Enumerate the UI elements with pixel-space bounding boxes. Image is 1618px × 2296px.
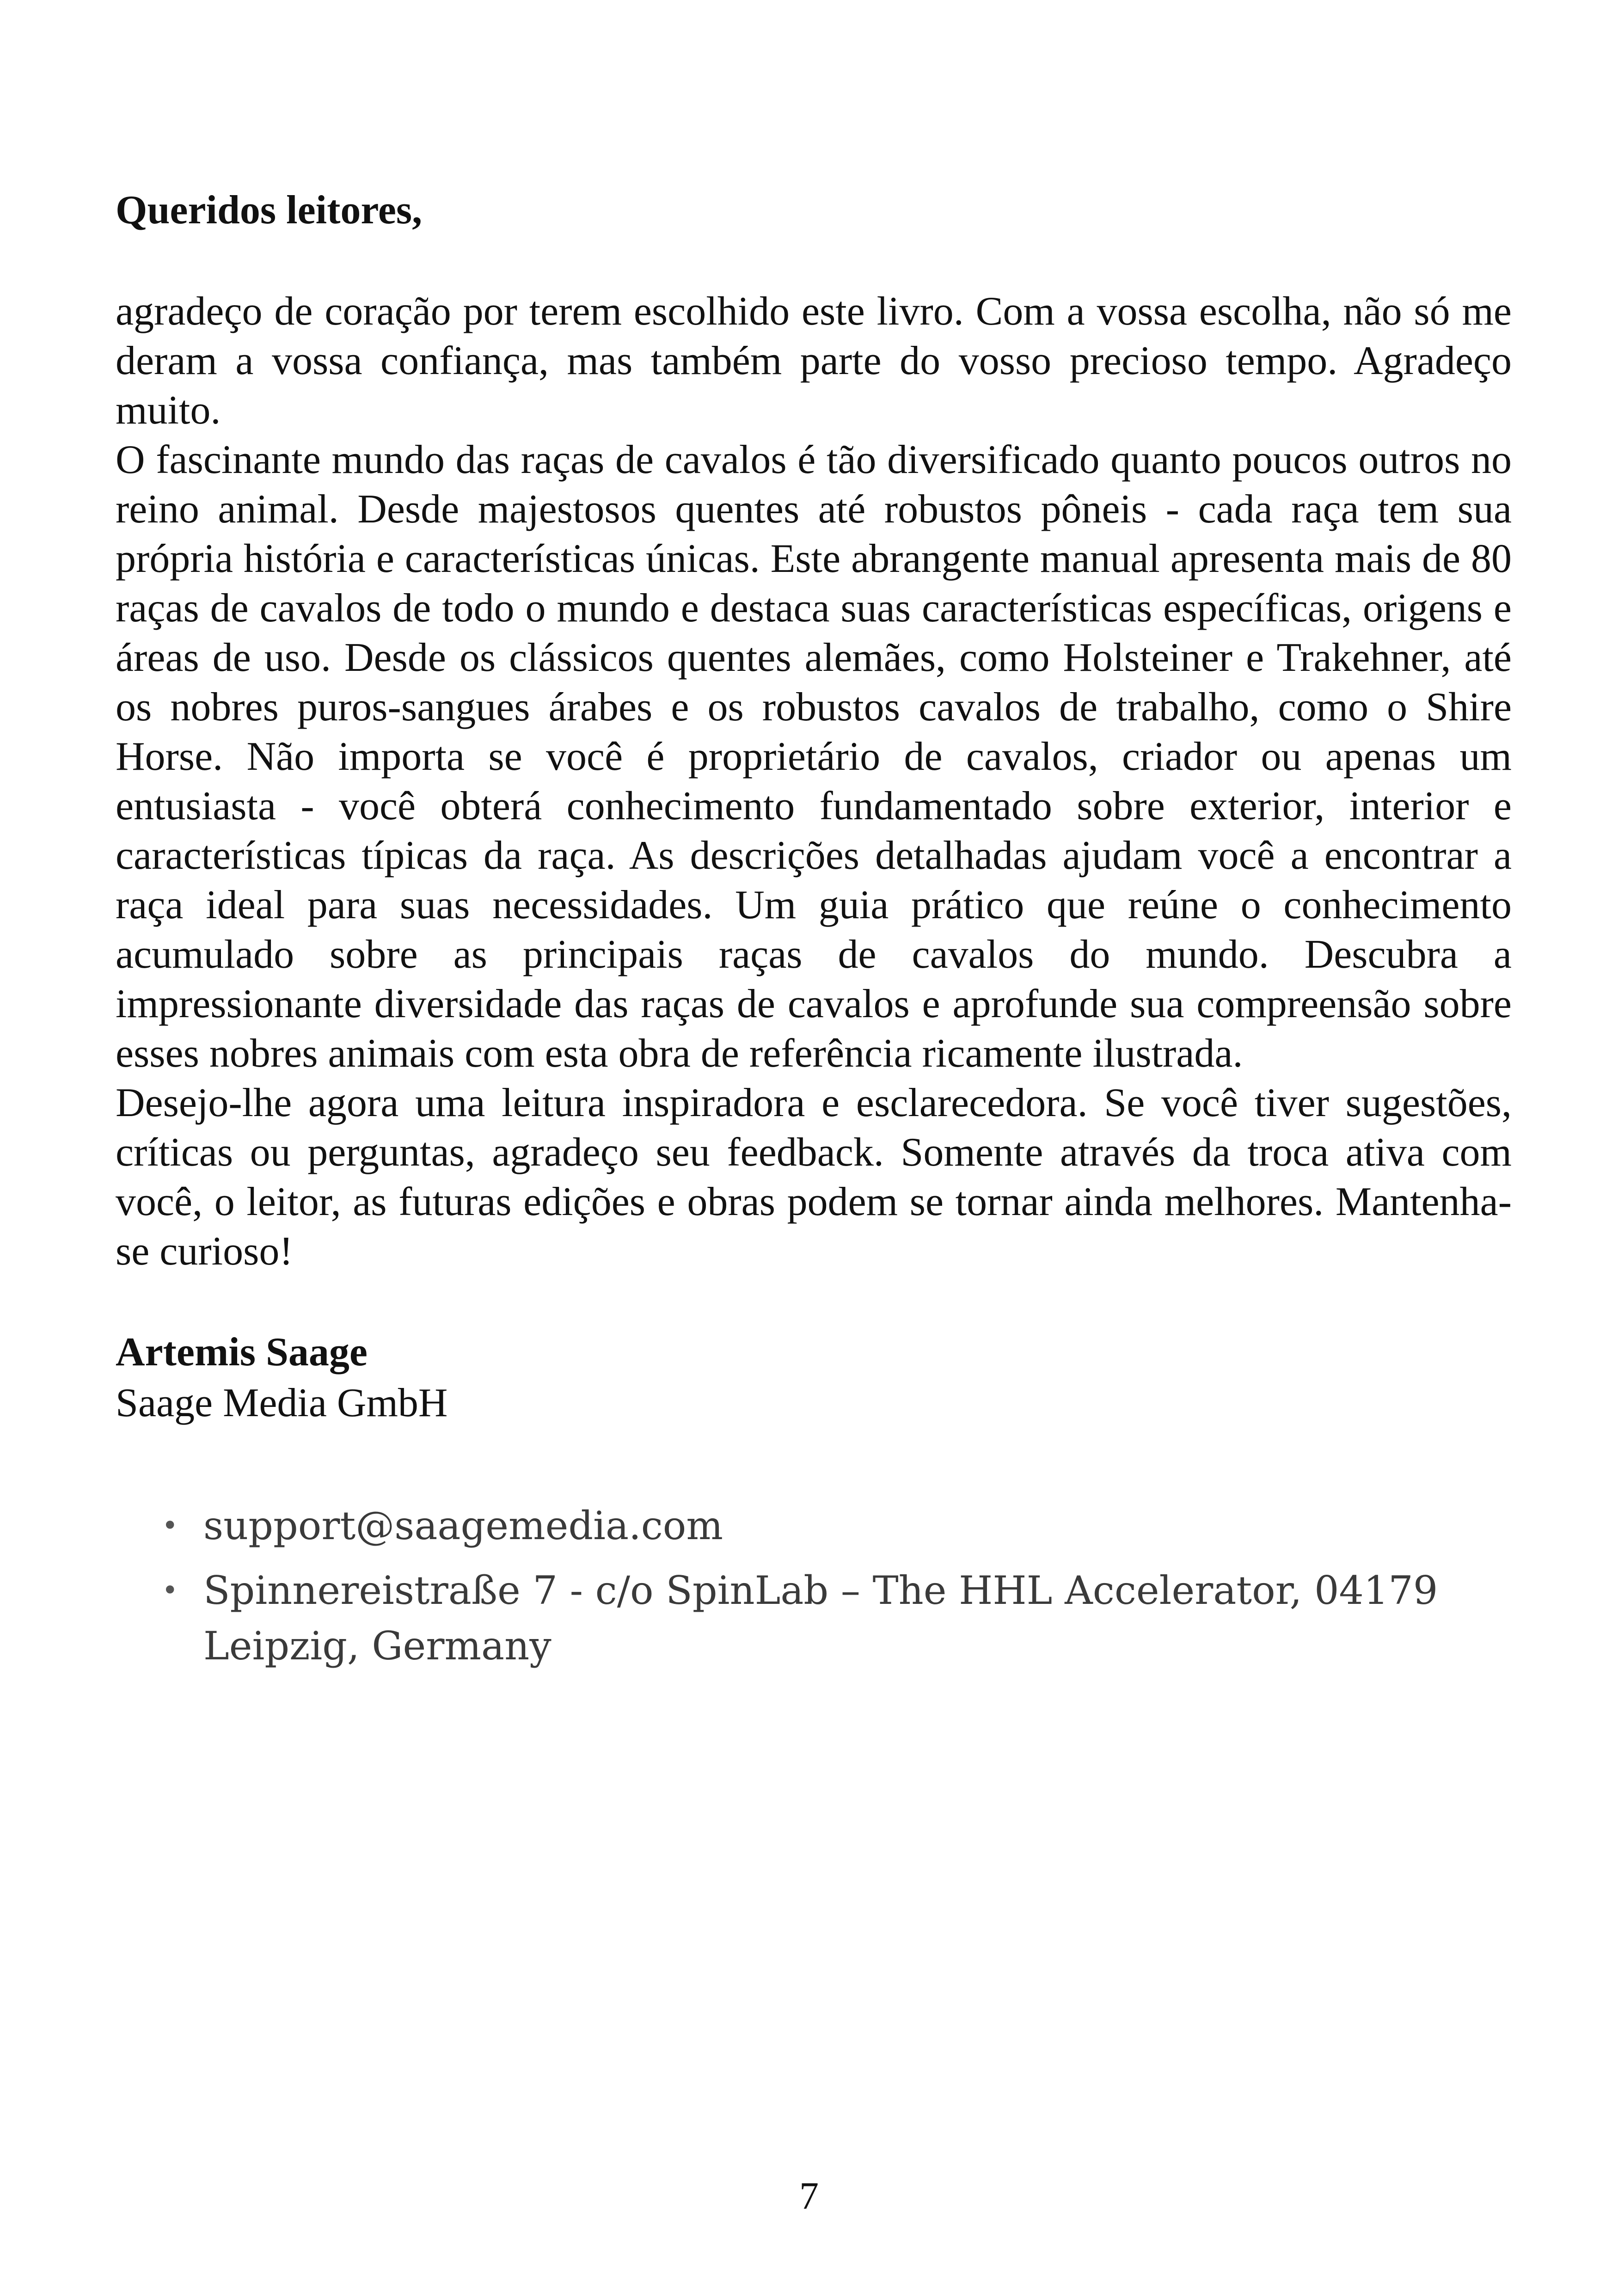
bullet-icon: •: [162, 1574, 178, 1607]
letter-paragraph: agradeço de coração por terem escolhido este livro. Com a vossa escolha, não só me deram a vossa confiança, mas também parte do vosso precioso tempo. Agradeço muito.: [116, 289, 1512, 433]
contact-list: [116, 1498, 1512, 1674]
letter-page: [116, 185, 1512, 1683]
letter-paragraph: O fascinante mundo das raças de cavalos é tão diversificado quanto poucos outros no reino animal. Desde majestosos quentes até robustos pôneis - cada raça tem sua própria história e características únicas. Este abrangente manual apresenta mais de 80 raças de cavalos de todo o mundo e destaca suas características específicas, origens e áreas de uso. Desde os clássicos quentes alemães, como Holsteiner e Trakehner, até os nobres puros-sangues árabes e os robustos cavalos de trabalho, como o Shire Horse. Não importa se você é proprietário de cavalos, criador ou apenas um entusiasta - você obterá conhecimento fundamentado sobre exterior, interior e características típicas da raça. As descrições detalhadas ajudam você a encontrar a raça ideal para suas necessidades. Um guia prático que reúne o conhecimento acumulado sobre as principais raças de cavalos do mundo. Descubra a impressionante diversidade das raças de cavalos e aprofunde sua compreensão sobre esses nobres animais com esta obra de referência ricamente ilustrada.: [116, 437, 1512, 1076]
letter-body: [116, 287, 1512, 1276]
company-name: Saage Media GmbH: [116, 1381, 448, 1425]
letter-paragraph: Desejo-lhe agora uma leitura inspiradora e esclarecedora. Se você tiver sugestões, críticas ou perguntas, agradeço seu feedback. Somente através da troca ativa com você, o leitor, as futuras edições e obras podem se tornar ainda melhores. Mantenha-se curioso!: [116, 1080, 1512, 1274]
bullet-icon: •: [162, 1510, 178, 1542]
contact-email[interactable]: support@saagemedia.com: [203, 1503, 723, 1548]
author-name: Artemis Saage: [116, 1330, 368, 1375]
contact-address-item: [116, 1563, 1512, 1674]
page-number: 7: [799, 2174, 819, 2217]
signature-block: [116, 1327, 1512, 1429]
contact-email-item: [116, 1498, 1512, 1553]
contact-address-line-2: Leipzig, Germany: [203, 1623, 552, 1669]
letter-greeting: Queridos leitores,: [116, 188, 423, 233]
contact-address-line-1: Spinnereistraße 7 - c/o SpinLab – The HHL Accelerator, 04179: [203, 1568, 1438, 1613]
